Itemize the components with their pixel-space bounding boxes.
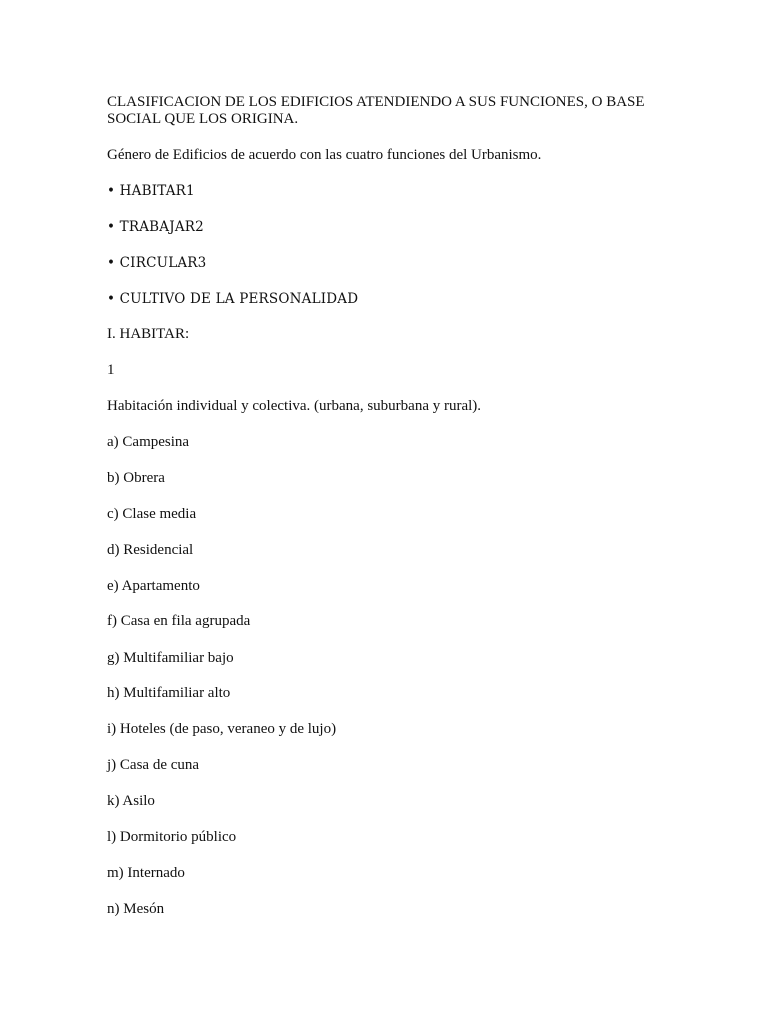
- list-item-h: h) Multifamiliar alto: [107, 685, 231, 701]
- section-description: Habitación individual y colectiva. (urbana, suburbana y rural).: [107, 398, 482, 414]
- list-item-g: g) Multifamiliar bajo: [107, 650, 234, 666]
- list-item-n: n) Mesón: [107, 901, 165, 917]
- section-number: 1: [107, 362, 115, 378]
- function-bullet-habitar: • HABITAR1: [107, 183, 195, 199]
- list-item-a: a) Campesina: [107, 434, 190, 450]
- list-item-e: e) Apartamento: [107, 578, 200, 594]
- list-item-m: m) Internado: [107, 865, 185, 881]
- list-item-c: c) Clase media: [107, 506, 197, 522]
- function-bullet-cultivo: • CULTIVO DE LA PERSONALIDAD: [107, 291, 359, 307]
- document-title-line-1: CLASIFICACION DE LOS EDIFICIOS ATENDIENDO A SUS FUNCIONES, O BASE: [107, 94, 645, 110]
- function-bullet-circular: • CIRCULAR3: [107, 255, 207, 271]
- section-heading: I. HABITAR:: [107, 326, 190, 342]
- list-item-j: j) Casa de cuna: [107, 757, 200, 773]
- list-item-l: l) Dormitorio público: [107, 829, 237, 845]
- list-item-f: f) Casa en fila agrupada: [107, 613, 251, 629]
- list-item-i: i) Hoteles (de paso, veraneo y de lujo): [107, 721, 337, 737]
- intro-paragraph: Género de Edificios de acuerdo con las cuatro funciones del Urbanismo.: [107, 147, 542, 163]
- function-bullet-trabajar: • TRABAJAR2: [107, 219, 204, 235]
- list-item-b: b) Obrera: [107, 470, 165, 486]
- list-item-k: k) Asilo: [107, 793, 155, 809]
- document-title-line-2: SOCIAL QUE LOS ORIGINA.: [107, 111, 299, 127]
- list-item-d: d) Residencial: [107, 542, 194, 558]
